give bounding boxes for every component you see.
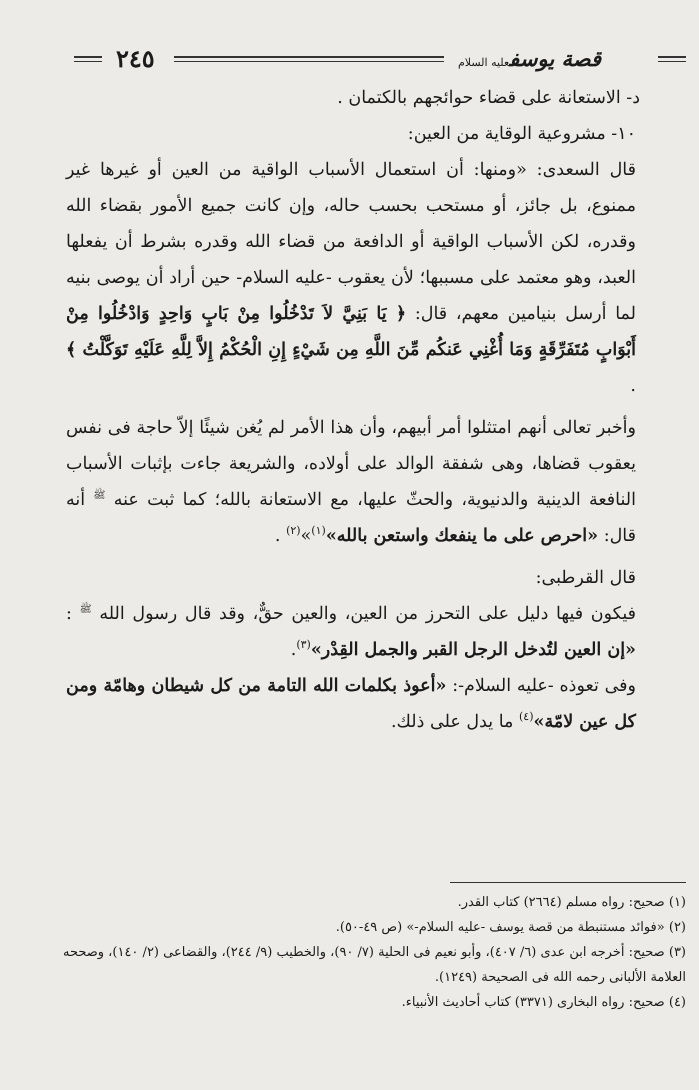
header-rule-right	[658, 56, 686, 62]
section-heading-10: ١٠- مشروعية الوقاية من العين:	[407, 124, 636, 144]
paragraph-text: وأخبر تعالى أنهم امتثلوا أمر أبيهم، وأن هذا الأمر لم يُغن شيئًا إلاّ حاجة فى نفس يعقوب قضاها، وهى شفقة الوالد على أولاده، والشريعة جاءت بإثبات الأسباب النافعة الدينية والدنيوية، والحثّ عليها، مع الاستعانة بالله؛ كما ثبت عنه	[66, 418, 636, 510]
paragraph-text: فيكون فيها دليل على التحرز من العين، والعين حقٌّ، وقد قال رسول الله	[99, 604, 636, 624]
quote-close: »	[300, 526, 312, 546]
speaker-label: قال السعدى:	[536, 160, 636, 180]
point-d: د- الاستعانة على قضاء حوائجهم بالكتمان .	[337, 88, 640, 108]
colon: :	[66, 604, 80, 624]
sentence-end: .	[274, 526, 287, 546]
footnote-number: (٤)	[668, 995, 686, 1010]
salawat-mark: ﷺ	[93, 490, 106, 502]
page-header	[74, 44, 686, 78]
footnote-number: (٢)	[668, 920, 686, 935]
hadith-quote: «احرص على ما ينفعك واستعن بالله»	[325, 526, 599, 546]
footnote-ref-3: (٣)	[296, 638, 311, 652]
hadith-quote: «أعوذ بكلمات الله التامة من كل شيطان وهامّة ومن كل عين لامّة»	[66, 676, 636, 732]
header-rule-left	[74, 56, 102, 62]
paragraph-text: وفى تعوذه -عليه السلام-:	[452, 676, 636, 696]
quote-text: «ومنها: أن استعمال الأسباب الواقية من العين أو غيرها غير ممنوع، بل جائز، أو مستحب بحسب حاله، وإن كانت جميع الأمور بقضاء الله وقدره، لكن الأسباب الواقية أو الدافعة من قضاء الله وقدره بشرط أن يفعلها العبد، وهو معتمد على مسببها؛ لأن يعقوب -عليه السلام- حين أراد أن يوصى بنيه لما أرسل بنيامين معهم، قال:	[66, 160, 636, 324]
paragraph-taawwudh	[66, 668, 686, 740]
main-text	[66, 80, 686, 740]
header-rule-middle	[174, 56, 444, 62]
paragraph-text-2: أنه قال:	[66, 490, 636, 546]
footnote-separator	[450, 882, 686, 883]
footnote-text: رواه مسلم (٢٦٦٤) كتاب القدر.	[457, 895, 625, 910]
footnote-grade: صحيح:	[628, 995, 665, 1010]
quran-verse: ﴿ يَا بَنِيَّ لاَ تَدْخُلُوا مِنْ بَابٍ وَاحِدٍ وَادْخُلُوا مِنْ أَبْوَابٍ مُتَفَرِّقَةٍ وَمَا أُغْنِي عَنكُم مِّنَ اللَّهِ مِن شَيْءٍ إِنِ الْحُكْمُ إِلاَّ لِلَّهِ عَلَيْهِ تَوَكَّلْتُ ﴾	[66, 304, 636, 360]
paragraph-saadi	[66, 152, 686, 404]
page-number: ٢٤٥	[116, 44, 155, 73]
sentence-end: ما يدل على ذلك.	[390, 712, 519, 732]
footnote-text: رواه البخارى (٣٣٧١) كتاب أحاديث الأنبياء.	[401, 995, 625, 1010]
footnote-grade: صحيح:	[628, 945, 665, 960]
sentence-end: .	[630, 376, 636, 396]
footnote-1	[40, 890, 686, 915]
footnote-text: «فوائد مستنبطة من قصة يوسف -عليه السلام-» (ص ٤٩-٥٠).	[335, 920, 665, 935]
running-title-text: قصة يوسف	[509, 46, 601, 71]
footnote-grade: صحيح:	[628, 895, 665, 910]
footnotes	[40, 890, 686, 1015]
paragraph-qurtubi-label: قال القرطبى:	[535, 568, 636, 588]
paragraph-explanation	[66, 410, 686, 554]
footnote-ref-1: (١)	[311, 524, 326, 538]
footnote-ref-4: (٤)	[518, 710, 534, 724]
paragraph-qurtubi	[66, 596, 686, 668]
hadith-quote: «إن العين لتُدخل الرجل القبر والجمل القِدْر»	[310, 640, 636, 660]
footnote-number: (٣)	[668, 945, 686, 960]
footnote-3	[40, 940, 686, 990]
footnote-ref-2: (٢)	[286, 524, 301, 538]
footnote-4	[40, 990, 686, 1015]
sentence-end: .	[290, 640, 297, 660]
footnote-number: (١)	[668, 895, 686, 910]
salawat-mark: ﷺ	[79, 604, 92, 616]
footnote-2	[40, 915, 686, 940]
honorific-mark: عليه السلام	[458, 56, 510, 69]
footnote-text: أخرجه ابن عدى (٦/ ٤٠٧)، وأبو نعيم فى الحلية (٧/ ٩٠)، والخطيب (٩/ ٢٤٤)، والقضاعى (٢/ ١٤٠)، وصححه العلامة الألبانى رحمه الله فى الصحيحة (١٢٤٩).	[62, 945, 686, 985]
running-title	[454, 46, 601, 71]
